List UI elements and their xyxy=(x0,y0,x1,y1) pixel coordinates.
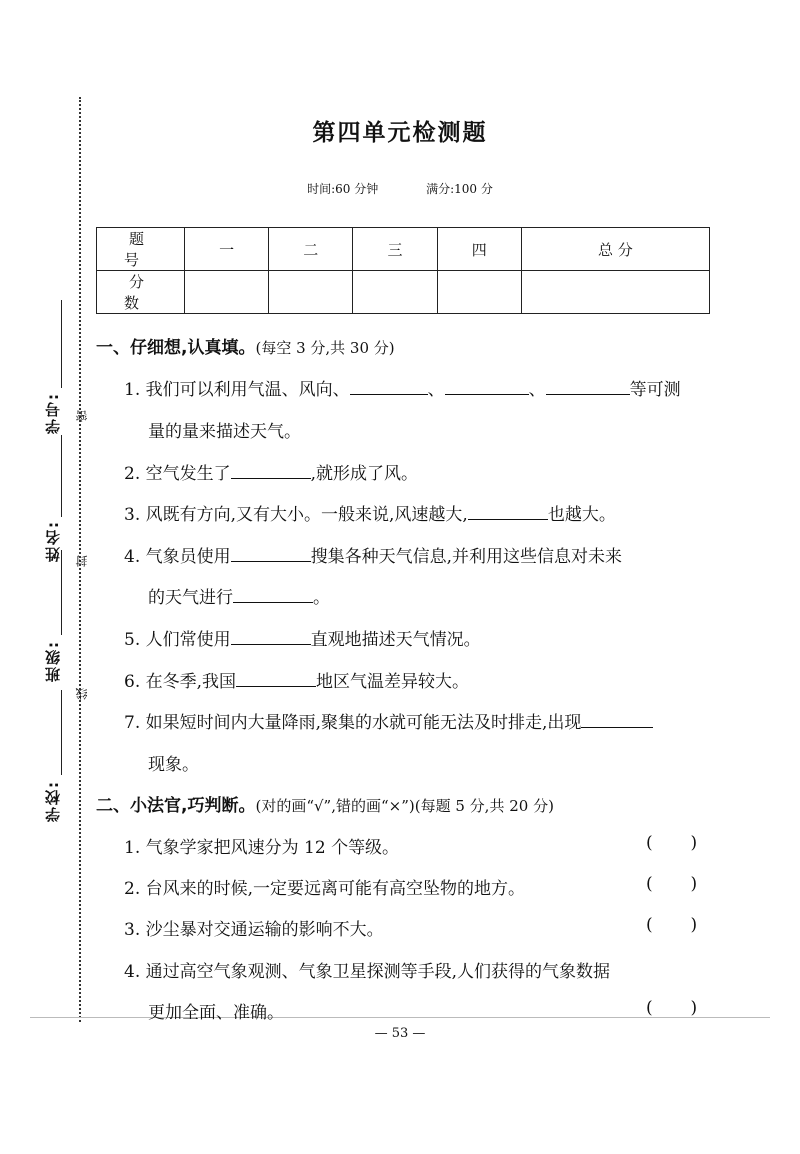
section-2-heading xyxy=(96,791,554,816)
fill-question-5: 5. 人们常使用 直观地描述天气情况。 xyxy=(124,630,481,650)
school-label: 学校: xyxy=(44,780,62,822)
fill-question-7: 7. 如果短时间内大量降雨,聚集的水就可能无法及时排走,出现 xyxy=(124,708,653,733)
class-label: 班级: xyxy=(44,640,62,682)
score-header-cell: 二 xyxy=(269,228,353,271)
exam-meta xyxy=(0,180,800,197)
answer-blank[interactable] xyxy=(445,378,529,395)
fill-question-4: 4. 气象员使用 搜集各种天气信息,并利用这些信息对未来 xyxy=(124,547,623,567)
section-2-note: (对的画“√”,错的画“×”)(每题 5 分,共 20 分) xyxy=(255,797,554,815)
answer-parentheses[interactable]: ( ) xyxy=(646,833,698,853)
answer-blank[interactable] xyxy=(350,378,428,395)
page-number: — 53 — xyxy=(374,1026,426,1041)
score-header-cell: 四 xyxy=(437,228,521,271)
score-cell[interactable] xyxy=(437,271,521,314)
section-1-title: 一、仔细想,认真填。 xyxy=(96,338,256,358)
seal-mark: 密 xyxy=(75,410,89,422)
answer-blank[interactable] xyxy=(236,670,316,687)
fill-question-7-cont: 现象。 xyxy=(148,755,199,775)
id-label: 学号: xyxy=(44,392,62,434)
full-score: 满分:100 分 xyxy=(426,182,493,196)
school-field-line xyxy=(61,690,62,775)
fill-question-4-cont: 的天气进行 。 xyxy=(148,588,330,608)
page-title: 第四单元检测题 xyxy=(312,120,488,146)
answer-blank[interactable] xyxy=(581,711,653,728)
answer-parentheses[interactable]: ( ) xyxy=(646,874,698,894)
score-table-score-row xyxy=(97,271,710,314)
score-header-cell: 一 xyxy=(185,228,269,271)
answer-blank[interactable] xyxy=(231,628,311,645)
time-limit: 时间:60 分钟 xyxy=(307,182,379,196)
answer-blank[interactable] xyxy=(231,545,311,562)
fill-question-1: 1. 我们可以利用气温、风向、 、 、 等可测 xyxy=(124,380,681,400)
score-table-header-row xyxy=(97,228,710,271)
judge-question-4-cont: 更加全面、准确。 xyxy=(148,1003,284,1023)
fill-question-2: 2. 空气发生了 ,就形成了风。 xyxy=(124,464,419,484)
section-2-title: 二、小法官,巧判断。 xyxy=(96,796,256,816)
judge-question-4: 4. 通过高空气象观测、气象卫星探测等手段,人们获得的气象数据 xyxy=(124,962,611,982)
score-cell[interactable] xyxy=(269,271,353,314)
section-1-heading xyxy=(96,333,395,358)
score-header-cell: 总 分 xyxy=(521,228,709,271)
answer-parentheses[interactable]: ( ) xyxy=(646,915,698,935)
fill-question-3: 3. 风既有方向,又有大小。一般来说,风速越大, 也越大。 xyxy=(124,505,616,525)
score-cell[interactable] xyxy=(353,271,437,314)
section-1-note: (每空 3 分,共 30 分) xyxy=(255,339,395,357)
fold-mark: 封 xyxy=(75,555,89,567)
judge-question-3: 3. 沙尘暴对交通运输的影响不大。 xyxy=(124,920,384,940)
score-cell[interactable] xyxy=(521,271,709,314)
judge-question-1: 1. 气象学家把风速分为 12 个等级。 xyxy=(124,838,400,858)
score-row-label: 分 数 xyxy=(97,271,185,314)
line-mark: 线 xyxy=(75,688,89,700)
answer-blank[interactable] xyxy=(231,462,311,479)
fill-question-1-cont: 量的量来描述天气。 xyxy=(148,422,301,442)
class-field-line xyxy=(61,550,62,635)
answer-blank[interactable] xyxy=(233,586,313,603)
id-field-line xyxy=(61,300,62,388)
judge-question-2: 2. 台风来的时候,一定要远离可能有高空坠物的地方。 xyxy=(124,879,526,899)
score-header-cell: 三 xyxy=(353,228,437,271)
score-cell[interactable] xyxy=(185,271,269,314)
answer-blank[interactable] xyxy=(546,378,630,395)
score-table xyxy=(96,227,710,314)
name-field-line xyxy=(61,435,62,517)
name-label: 姓名: xyxy=(44,520,62,562)
answer-parentheses[interactable]: ( ) xyxy=(646,998,698,1018)
fill-question-6: 6. 在冬季,我国 地区气温差异较大。 xyxy=(124,672,470,692)
answer-blank[interactable] xyxy=(468,503,548,520)
score-header-cell: 题 号 xyxy=(97,228,185,271)
